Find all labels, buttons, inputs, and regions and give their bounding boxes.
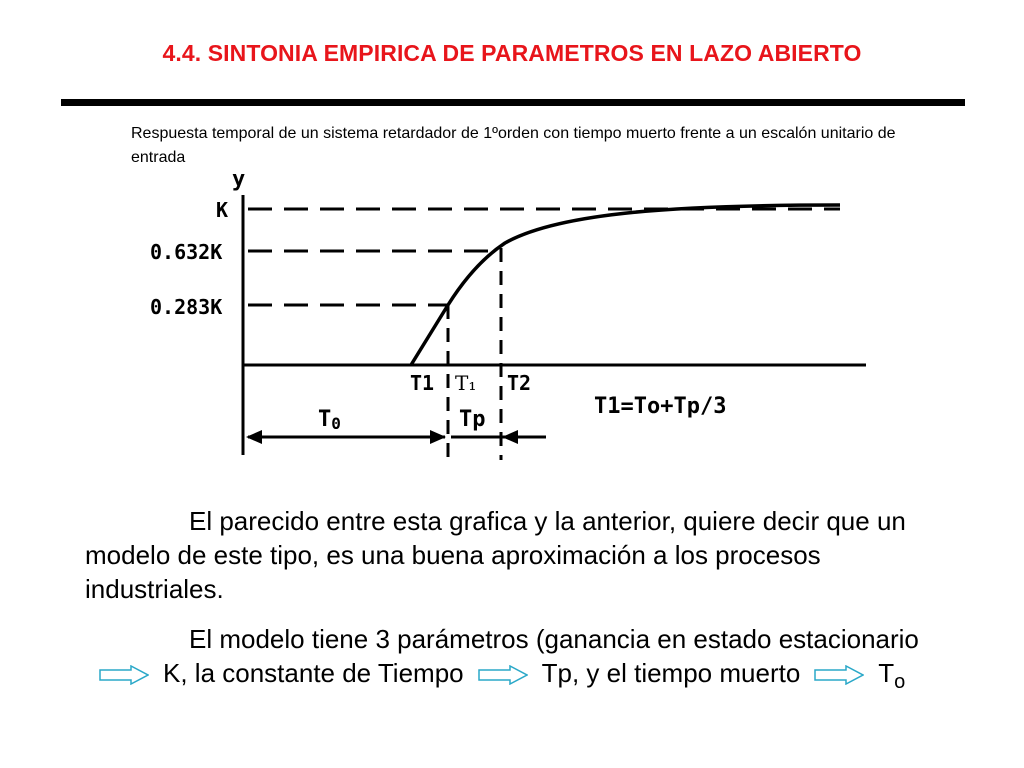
tp-arrow-left-head xyxy=(502,430,518,444)
y-axis-label: y xyxy=(232,167,246,192)
paragraph-similarity xyxy=(85,504,955,606)
figure-caption: Respuesta temporal de un sistema retardador de 1ºorden con tiempo muerto frente a un escalón unitario de entrada xyxy=(131,125,896,166)
parameters-text-2: K, la constante de Tiempo xyxy=(163,658,464,688)
parameters-text-1: El modelo tiene 3 parámetros (ganancia en estado estacionario xyxy=(189,624,919,654)
dead-time-arrow-right-head xyxy=(430,430,446,444)
arrow-right-icon xyxy=(478,665,528,685)
parameters-text-3: Tp, y el tiempo muerto xyxy=(541,658,801,688)
t2-label: T2 xyxy=(507,371,532,395)
dead-time-symbol: $T_o$ xyxy=(878,658,906,693)
arrow-right-icon xyxy=(814,665,864,685)
t1-label: T1 xyxy=(410,371,435,395)
k283-label: 0.283K xyxy=(150,295,223,319)
paragraph-parameters xyxy=(85,622,955,693)
dead-time-label: T0 xyxy=(318,407,341,433)
paragraph-similarity-text: El parecido entre esta grafica y la anterior, quiere decir que un modelo de este tipo, es una buena aproximación a los procesos industriales. xyxy=(85,506,906,604)
k-label: K xyxy=(216,198,229,222)
slide-title: 4.4. SINTONIA EMPIRICA DE PARAMETROS EN LAZO ABIERTO xyxy=(162,40,862,66)
k632-label: 0.632K xyxy=(150,240,223,264)
t1-handwritten-label: T₁ xyxy=(455,371,477,395)
dead-time-arrow-left-head xyxy=(246,430,262,444)
response-curve xyxy=(411,205,840,365)
arrow-right-icon xyxy=(99,665,149,685)
tp-label: Tp xyxy=(459,407,486,432)
formula-label: T1=To+Tp/3 xyxy=(594,394,727,419)
